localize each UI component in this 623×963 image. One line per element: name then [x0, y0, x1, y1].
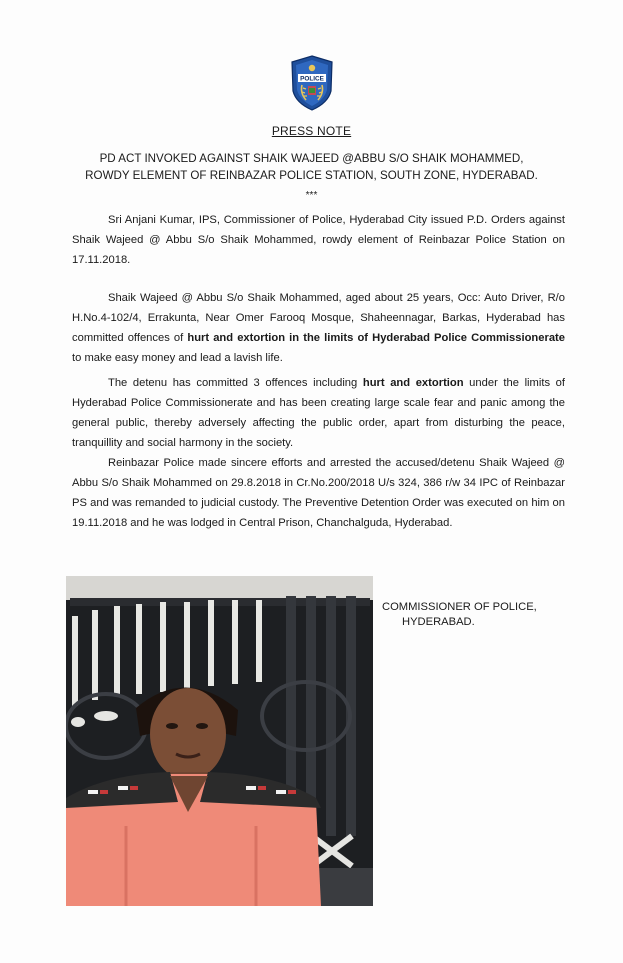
- heading-line-1: PD ACT INVOKED AGAINST SHAIK WAJEED @ABBU S/O SHAIK MOHAMMED,: [99, 152, 524, 165]
- paragraph-1: [72, 210, 565, 270]
- paragraph-4: [72, 453, 565, 533]
- signature-block: [382, 600, 537, 630]
- paragraph-2-text-a: Shaik Wajeed @ Abbu S/o Shaik Mohammed, aged about 25 years, Occ: Auto Driver, R/o H.No.4-102/4, Errakunta, Near Omer Farooq Mosque, Shaheennagar, Barkas, Hyderabad has committed offences of: [72, 292, 565, 344]
- accused-photo: [66, 576, 373, 906]
- press-note-heading: [60, 150, 563, 184]
- paragraph-3-text-a: The detenu has committed 3 offences including: [108, 377, 363, 389]
- paragraph-3-text-c: under the limits of Hyderabad Police Commissionerate and has been creating large scale fear and panic among the general public, thereby adversely affecting the public order, apart from disturbing the peace, tranquillity and social harmony in the society.: [72, 377, 565, 449]
- svg-text:POLICE: POLICE: [300, 75, 324, 83]
- separator: ***: [305, 190, 318, 201]
- paragraph-3: [72, 373, 565, 453]
- paragraph-2-text-c: to make easy money and lead a lavish life.: [72, 352, 283, 364]
- paragraph-3-bold: hurt and extortion: [362, 377, 464, 389]
- heading-line-2: ROWDY ELEMENT OF REINBAZAR POLICE STATION, SOUTH ZONE, HYDERABAD.: [85, 169, 538, 182]
- police-emblem-logo: [290, 55, 334, 111]
- paragraph-2-bold: hurt and extortion in the limits of Hyderabad Police Commissionerate: [187, 332, 565, 344]
- signature-line-1: COMMISSIONER OF POLICE,: [382, 601, 537, 613]
- paragraph-4-text: Reinbazar Police made sincere efforts and arrested the accused/detenu Shaik Wajeed @ Abbu S/o Shaik Mohammed on 29.8.2018 in Cr.No.200/2018 U/s 324, 386 r/w 34 IPC of Reinbazar PS and was remanded to judicial custody. The Preventive Detention Order was executed on him on 19.11.2018 and he was lodged in Central Prison, Chanchalguda, Hyderabad.: [72, 457, 565, 529]
- paragraph-2: [72, 288, 565, 368]
- press-note-title: PRESS NOTE: [271, 124, 352, 138]
- signature-line-2: HYDERABAD.: [402, 616, 475, 628]
- paragraph-1-text: Sri Anjani Kumar, IPS, Commissioner of Police, Hyderabad City issued P.D. Orders against Shaik Wajeed @ Abbu S/o Shaik Mohammed, rowdy element of Reinbazar Police Station on 17.11.2018.: [72, 214, 565, 266]
